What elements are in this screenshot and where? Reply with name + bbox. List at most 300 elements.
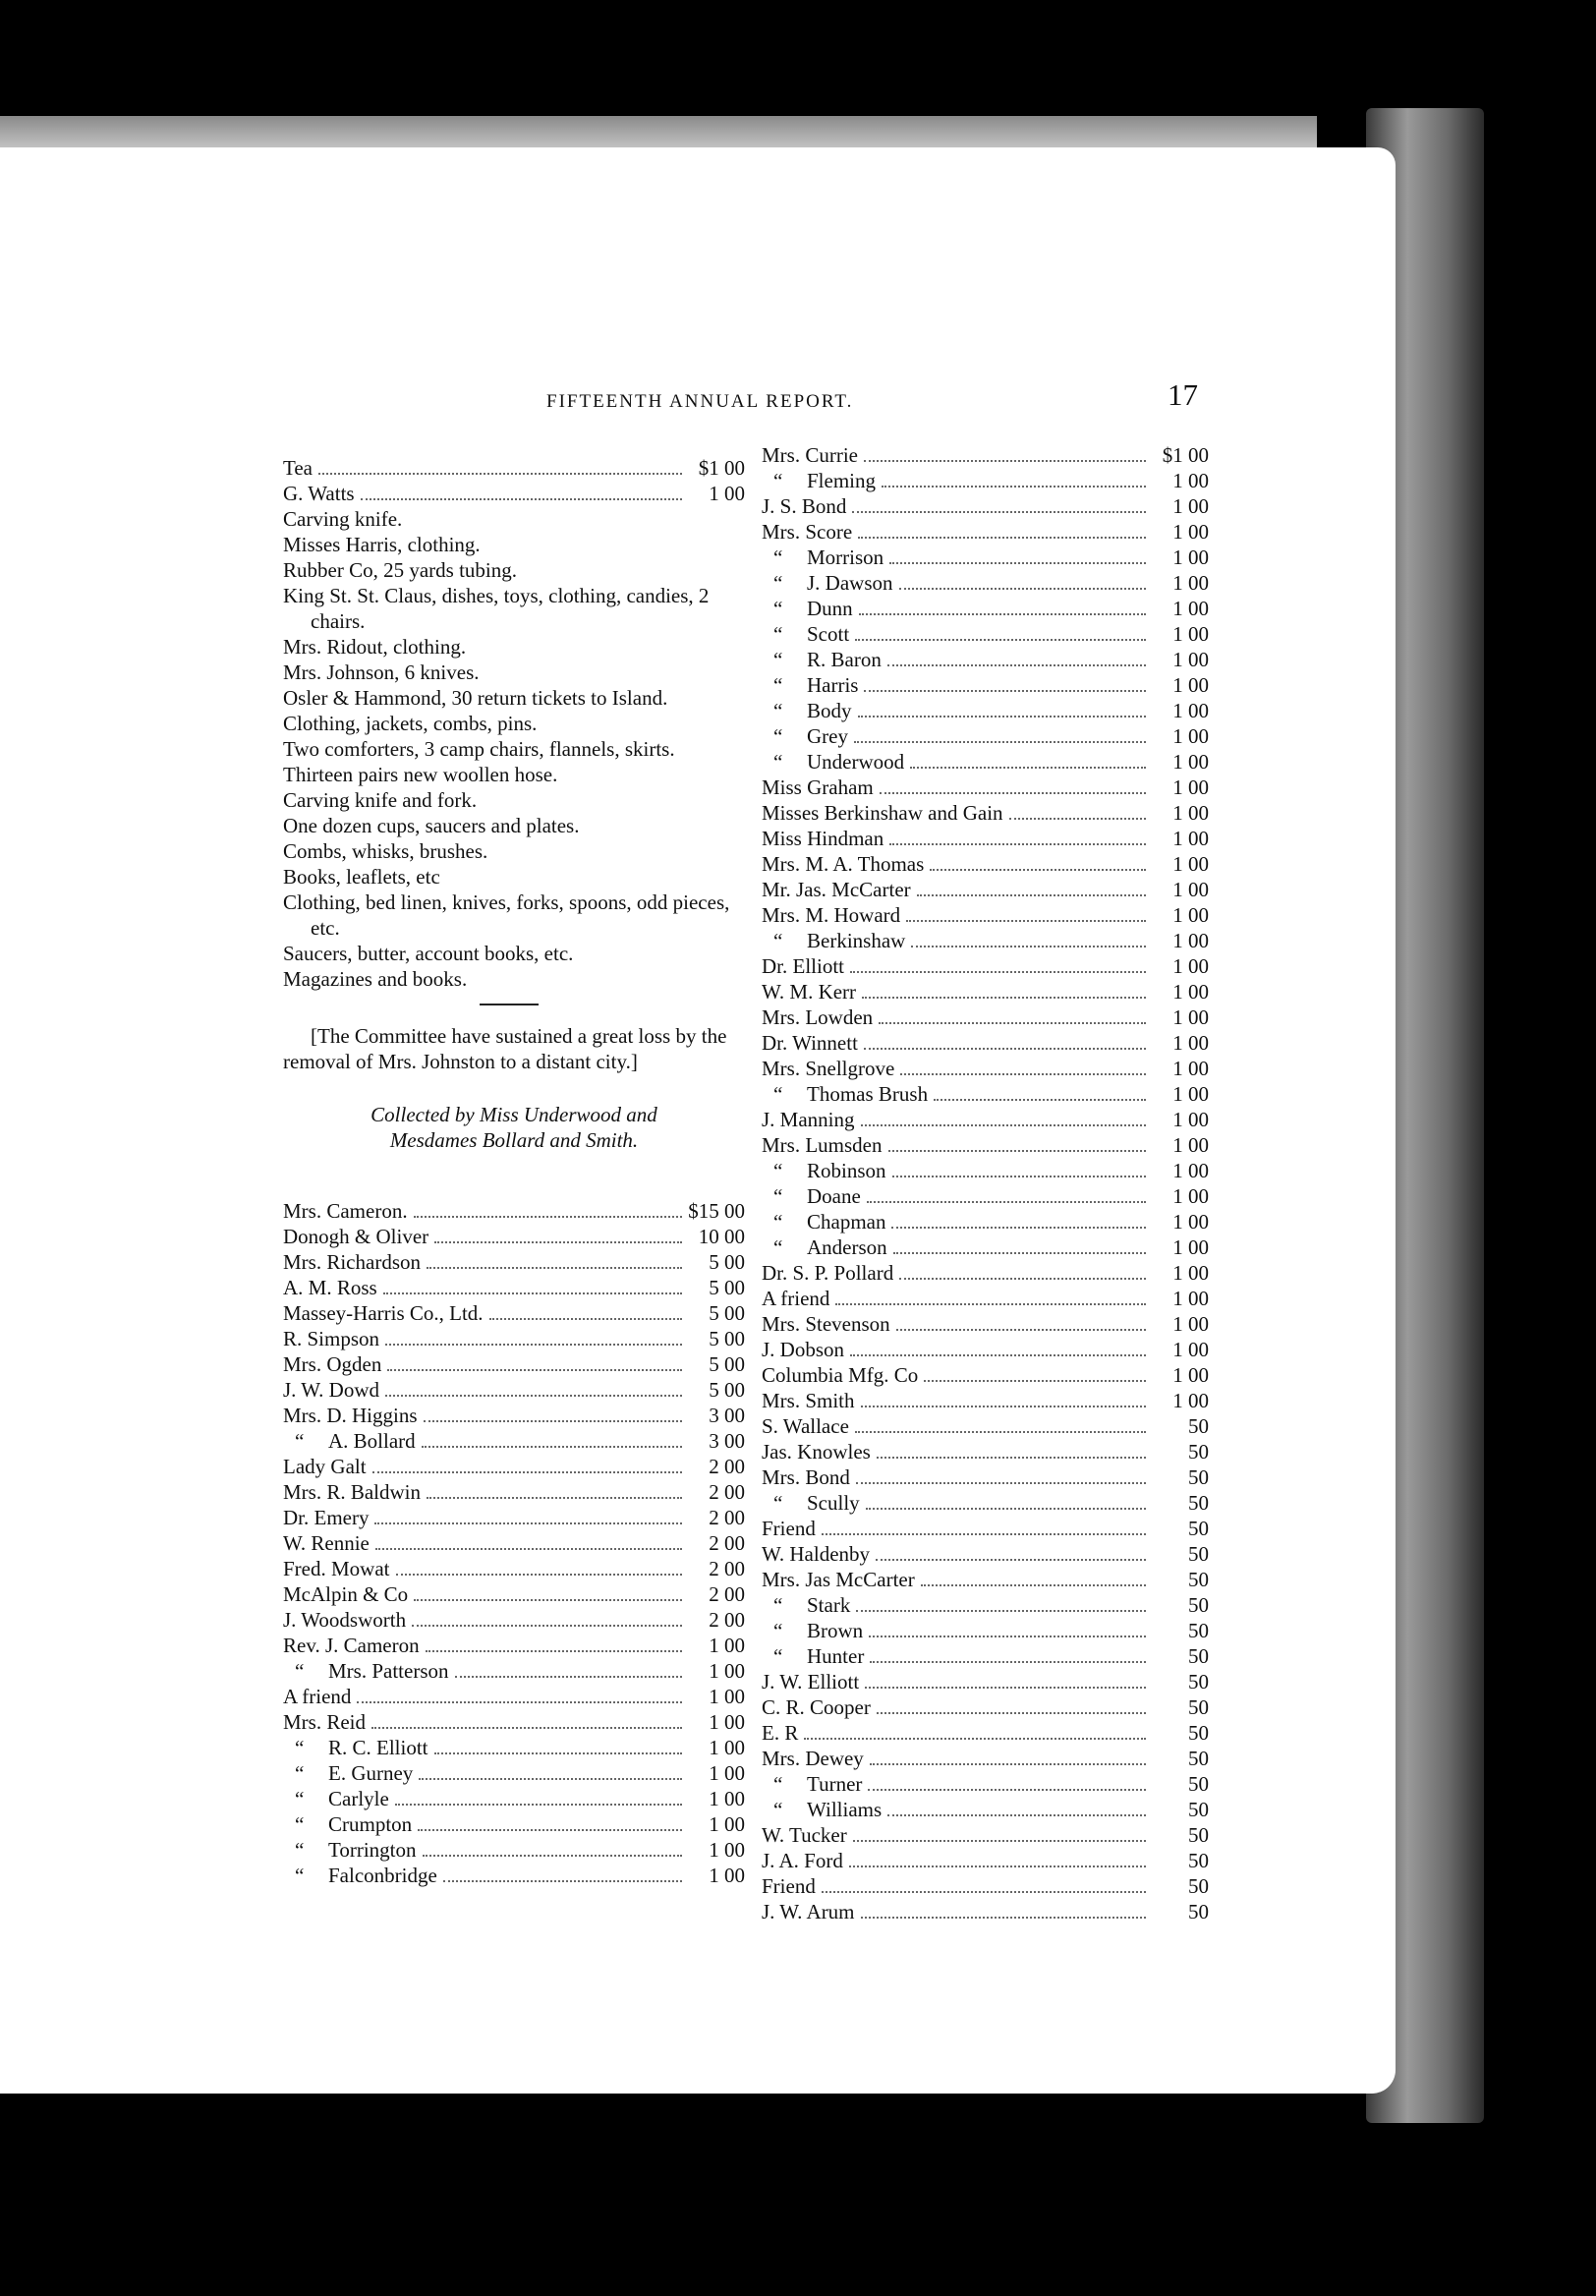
donor-name-text: Grey [807, 724, 848, 748]
ditto-mark: “ [773, 648, 783, 671]
donor-name [762, 1822, 847, 1848]
leader-dots [882, 486, 1146, 488]
ditto-mark: “ [295, 1761, 305, 1785]
donation-amount: 50 [1188, 1440, 1209, 1464]
donor-name-text: Mrs. M. Howard [762, 903, 901, 927]
donation-amount: 1 00 [1172, 775, 1209, 799]
leader-dots [443, 1880, 682, 1882]
donation-amount: 1 00 [1172, 648, 1209, 671]
donation-amount: 50 [1188, 1721, 1209, 1745]
donation-row [762, 647, 1209, 672]
donor-name [762, 493, 846, 519]
gift-item: Thirteen pairs new woollen hose. [283, 763, 558, 786]
donor-name [283, 1684, 351, 1709]
donation-row [283, 1351, 745, 1377]
donation-row [762, 1567, 1209, 1592]
donor-name-text: R. Simpson [283, 1327, 380, 1350]
leader-dots [855, 639, 1146, 641]
donor-name [762, 1694, 871, 1720]
donation-row [762, 1388, 1209, 1413]
donation-amount: 1 00 [1172, 954, 1209, 978]
donation-row [283, 1454, 745, 1479]
donor-name [283, 1530, 370, 1556]
donor-name [283, 1760, 413, 1786]
donation-amount: 1 00 [1172, 597, 1209, 620]
donation-amount: 50 [1188, 1465, 1209, 1489]
donor-name-text: Mrs. Reid [283, 1710, 366, 1734]
leader-dots [862, 997, 1146, 999]
donations-top [283, 455, 745, 506]
donation-amount: 1 00 [709, 1685, 745, 1708]
donor-name [762, 1311, 890, 1337]
donation-row [283, 1403, 745, 1428]
donor-name [283, 455, 313, 481]
leader-dots [887, 664, 1146, 666]
donor-name-text: Mrs. Snellgrove [762, 1057, 895, 1080]
donor-name-text: Body [807, 699, 852, 722]
leader-dots [1009, 818, 1146, 820]
donation-amount: 1 00 [1172, 1338, 1209, 1361]
donation-row [283, 1530, 745, 1556]
donor-name-text: Berkinshaw [807, 929, 906, 952]
donor-name [283, 1658, 449, 1684]
donation-amount: 1 00 [1172, 852, 1209, 876]
leader-dots [889, 843, 1146, 845]
donor-name-text: C. R. Cooper [762, 1695, 871, 1719]
leader-dots [387, 1369, 682, 1371]
donation-amount: 1 00 [1172, 520, 1209, 544]
donation-amount: 2 00 [709, 1480, 745, 1504]
donation-amount: 2 00 [709, 1557, 745, 1580]
donor-name [283, 1633, 420, 1658]
leader-dots [877, 1457, 1146, 1459]
donor-name [283, 1224, 428, 1249]
donor-name-text: Harris [807, 673, 859, 697]
donor-name-text: S. Wallace [762, 1414, 849, 1438]
leader-dots [911, 946, 1146, 947]
leader-dots [893, 1252, 1146, 1254]
donor-name-text: Miss Graham [762, 775, 874, 799]
donor-name-text: W. Haldenby [762, 1542, 871, 1566]
leader-dots [385, 1395, 682, 1397]
gift-item: Books, leaflets, etc [283, 865, 440, 889]
donor-name [762, 1030, 858, 1056]
donor-name-text: Mrs. Dewey [762, 1747, 864, 1770]
ditto-mark: “ [773, 1235, 783, 1259]
leader-dots [861, 1917, 1146, 1919]
ditto-mark: “ [295, 1787, 305, 1810]
donation-row [762, 1286, 1209, 1311]
donation-amount: 1 00 [1172, 1261, 1209, 1285]
donor-name [762, 953, 844, 979]
donation-amount: 50 [1188, 1695, 1209, 1719]
gift-item: Carving knife. [283, 507, 403, 531]
donation-amount: 1 00 [1172, 929, 1209, 952]
donor-name-text: Fleming [807, 469, 877, 492]
donation-row [283, 1198, 745, 1224]
leader-dots [867, 1201, 1146, 1203]
gifts-list [283, 506, 745, 992]
collected-heading [283, 1102, 745, 1153]
donation-amount: 1 00 [709, 1787, 745, 1810]
donation-amount: 1 00 [709, 482, 745, 505]
leader-dots [866, 1508, 1146, 1510]
donation-amount: 1 00 [1172, 878, 1209, 901]
donor-name-text: Mr. Jas. McCarter [762, 878, 911, 901]
donor-name-text: Friend [762, 1517, 816, 1540]
donation-amount: 1 00 [1172, 1210, 1209, 1234]
donation-row [283, 1249, 745, 1275]
donor-name-text: Friend [762, 1874, 816, 1898]
donation-row [283, 1863, 745, 1888]
donation-amount: 1 00 [1172, 1184, 1209, 1208]
leader-dots [371, 1727, 682, 1729]
donation-row [762, 1183, 1209, 1209]
donor-name [762, 1618, 863, 1643]
donation-amount: 1 00 [1172, 1235, 1209, 1259]
donation-row [762, 596, 1209, 621]
ditto-mark: “ [295, 1864, 305, 1887]
donation-row [283, 1224, 745, 1249]
ditto-mark: “ [773, 724, 783, 748]
donation-row [762, 1004, 1209, 1030]
donor-name-text: Falconbridge [328, 1864, 437, 1887]
donor-name [762, 468, 876, 493]
leader-dots [419, 1778, 682, 1780]
ditto-mark: “ [773, 1184, 783, 1208]
donation-amount: 1 00 [1172, 1287, 1209, 1310]
donation-amount: 1 00 [1172, 571, 1209, 595]
donation-row [283, 1326, 745, 1351]
donation-amount: 1 00 [709, 1736, 745, 1759]
donor-name [283, 1249, 421, 1275]
donation-row [762, 1771, 1209, 1797]
leader-dots [489, 1318, 682, 1320]
leader-dots [870, 1763, 1146, 1765]
donor-name-text: Massey-Harris Co., Ltd. [283, 1301, 484, 1325]
donation-row [762, 1030, 1209, 1056]
donation-row [762, 1643, 1209, 1669]
donor-name-text: Stark [807, 1593, 851, 1617]
gift-item: King St. St. Claus, dishes, toys, clothing, candies, 2 chairs. [283, 584, 710, 633]
leader-dots [849, 1866, 1146, 1867]
ditto-mark: “ [773, 1619, 783, 1642]
donation-row [283, 1786, 745, 1811]
collected-heading-line-1: Collected by Miss Underwood and [370, 1103, 657, 1126]
leader-dots [859, 613, 1146, 615]
donor-name [762, 1439, 871, 1464]
donation-amount: 1 00 [1172, 699, 1209, 722]
donor-name-text: Doane [807, 1184, 861, 1208]
donation-row [762, 1260, 1209, 1286]
donor-name [762, 545, 884, 570]
donor-name [762, 621, 849, 647]
leader-dots [877, 1712, 1146, 1714]
donation-row [762, 1541, 1209, 1567]
gift-item: Carving knife and fork. [283, 788, 478, 812]
donor-name-text: McAlpin & Co [283, 1582, 409, 1606]
donation-amount: $1 00 [1162, 443, 1209, 467]
leader-dots [822, 1533, 1146, 1535]
leader-dots [858, 716, 1146, 718]
donation-amount: 1 00 [1172, 545, 1209, 569]
donor-name-text: Mrs. Lowden [762, 1005, 874, 1029]
donation-amount: 1 00 [1172, 980, 1209, 1004]
leader-dots [899, 1278, 1146, 1280]
donor-name [283, 1581, 408, 1607]
donor-name-text: J. S. Bond [762, 494, 847, 518]
leader-dots [865, 1687, 1146, 1689]
donation-row [762, 468, 1209, 493]
gift-item: Two comforters, 3 camp chairs, flannels, skirts. [283, 737, 675, 761]
donation-row [762, 621, 1209, 647]
donor-name [283, 1351, 381, 1377]
donation-amount: 1 00 [709, 1761, 745, 1785]
donation-amount: 1 00 [709, 1710, 745, 1734]
donation-row [762, 1797, 1209, 1822]
donation-row [762, 800, 1209, 826]
donor-name-text: E. Gurney [328, 1761, 414, 1785]
donor-name [283, 1607, 406, 1633]
donation-row [762, 1413, 1209, 1439]
donor-name [283, 1275, 377, 1300]
donation-row [762, 723, 1209, 749]
page-number: 17 [1168, 377, 1198, 412]
donation-amount: 2 00 [709, 1582, 745, 1606]
leader-dots [318, 473, 682, 475]
donation-row [762, 851, 1209, 877]
donor-name [762, 1056, 894, 1081]
donation-row [283, 455, 745, 481]
donor-name-text: Turner [807, 1772, 863, 1796]
donor-name [762, 1567, 915, 1592]
donor-name [762, 1771, 862, 1797]
donation-row [283, 1658, 745, 1684]
donor-name [762, 1720, 798, 1746]
leader-dots [375, 1548, 682, 1550]
donation-row [762, 1694, 1209, 1720]
donation-row [762, 1081, 1209, 1107]
donor-name [762, 1158, 886, 1183]
donation-row [762, 570, 1209, 596]
donor-name-text: Chapman [807, 1210, 886, 1234]
leader-dots [864, 690, 1146, 692]
donor-name-text: Underwood [807, 750, 905, 774]
donation-amount: 1 00 [1172, 750, 1209, 774]
leader-dots [835, 1303, 1146, 1305]
donor-name-text: J. Manning [762, 1108, 855, 1131]
donation-amount: 5 00 [709, 1327, 745, 1350]
donation-amount: 1 00 [1172, 673, 1209, 697]
donor-name [762, 826, 884, 851]
donation-amount: 50 [1188, 1747, 1209, 1770]
leader-dots [414, 1599, 682, 1601]
donation-row [283, 1709, 745, 1735]
leader-dots [858, 537, 1146, 539]
gift-item: One dozen cups, saucers and plates. [283, 814, 580, 837]
donation-amount: 50 [1188, 1517, 1209, 1540]
donor-name [762, 672, 858, 698]
donor-name-text: Scott [807, 622, 850, 646]
leader-dots [855, 1431, 1146, 1433]
gift-item: Combs, whisks, brushes. [283, 839, 488, 863]
donor-name-text: J. W. Dowd [283, 1378, 380, 1402]
donor-name [762, 1362, 918, 1388]
donation-row [283, 1428, 745, 1454]
leader-dots [852, 511, 1146, 513]
donor-name-text: Mrs. Richardson [283, 1250, 421, 1274]
donation-row [283, 1505, 745, 1530]
donor-name [762, 596, 853, 621]
gift-item: Misses Harris, clothing. [283, 533, 481, 556]
donor-name [283, 1735, 428, 1760]
donation-row [762, 672, 1209, 698]
ditto-mark: “ [295, 1659, 305, 1683]
leader-dots [910, 767, 1146, 769]
donor-name-text: R. Baron [807, 648, 882, 671]
donor-name [762, 979, 856, 1004]
leader-dots [423, 1855, 682, 1857]
leader-dots [374, 1522, 682, 1524]
donation-amount: 50 [1188, 1414, 1209, 1438]
donor-name [762, 1107, 855, 1132]
donation-row [762, 519, 1209, 545]
donation-row [762, 1618, 1209, 1643]
leader-dots [879, 1022, 1146, 1024]
donor-name [762, 723, 848, 749]
donation-row [762, 1337, 1209, 1362]
ditto-mark: “ [295, 1838, 305, 1862]
donation-amount: 50 [1188, 1798, 1209, 1821]
donor-name [762, 1209, 885, 1234]
donor-name-text: Mrs. Score [762, 520, 853, 544]
donor-name [283, 1863, 437, 1888]
donation-amount: 1 00 [1172, 1389, 1209, 1412]
donor-name [762, 1183, 861, 1209]
donation-amount: 1 00 [709, 1864, 745, 1887]
donation-amount: 5 00 [709, 1378, 745, 1402]
donation-amount: $15 00 [688, 1199, 745, 1223]
donor-name [762, 1669, 859, 1694]
donor-name [283, 1326, 379, 1351]
donor-name [762, 1337, 844, 1362]
donation-row [762, 826, 1209, 851]
donor-name-text: A. Bollard [328, 1429, 416, 1453]
donor-name-text: J. W. Elliott [762, 1670, 860, 1693]
leader-dots [870, 1661, 1146, 1663]
leader-dots [418, 1829, 682, 1831]
gift-item: Rubber Co, 25 yards tubing. [283, 558, 517, 582]
donor-name [762, 1848, 843, 1873]
donor-name-text: Mrs. Stevenson [762, 1312, 890, 1336]
donor-name-text: Dr. S. P. Pollard [762, 1261, 894, 1285]
donation-amount: 50 [1188, 1849, 1209, 1872]
donor-name [283, 1709, 366, 1735]
leader-dots [906, 920, 1146, 922]
donation-row [762, 1107, 1209, 1132]
gift-item: Osler & Hammond, 30 return tickets to Island. [283, 686, 668, 710]
donation-row [283, 1275, 745, 1300]
donation-amount: 2 00 [709, 1608, 745, 1632]
donation-amount: 1 00 [709, 1838, 745, 1862]
donation-amount: 1 00 [1172, 1005, 1209, 1029]
donation-amount: 1 00 [1172, 724, 1209, 748]
donor-name [283, 1377, 379, 1403]
donor-name-text: Mrs. Currie [762, 443, 858, 467]
donor-name-text: Misses Berkinshaw and Gain [762, 801, 1003, 825]
donor-name [762, 1081, 928, 1107]
donation-amount: 50 [1188, 1900, 1209, 1923]
donor-name-text: Rev. J. Cameron [283, 1634, 420, 1657]
donation-row [762, 545, 1209, 570]
donor-name-text: Columbia Mfg. Co [762, 1363, 919, 1387]
donation-row [283, 1300, 745, 1326]
donor-name [283, 1811, 412, 1837]
donor-name-text: Mrs. Lumsden [762, 1133, 883, 1157]
ditto-mark: “ [773, 469, 783, 492]
leader-dots [455, 1676, 683, 1678]
gift-item: Clothing, bed linen, knives, forks, spoons, odd pieces, etc. [283, 890, 730, 940]
donation-row [762, 1720, 1209, 1746]
donation-amount: 1 00 [1172, 1312, 1209, 1336]
donor-name [762, 1797, 882, 1822]
donation-amount: 50 [1188, 1670, 1209, 1693]
donor-name [762, 851, 924, 877]
donor-name [762, 1004, 873, 1030]
ditto-mark: “ [295, 1429, 305, 1453]
donation-amount: 1 00 [1172, 1159, 1209, 1182]
donation-row [762, 902, 1209, 928]
leader-dots [876, 1559, 1146, 1561]
leader-dots [899, 588, 1147, 590]
donation-row [762, 1056, 1209, 1081]
donation-amount: 1 00 [1172, 622, 1209, 646]
ditto-mark: “ [295, 1736, 305, 1759]
donor-name [283, 1837, 417, 1863]
donor-name [762, 1260, 893, 1286]
donation-amount: 1 00 [1172, 903, 1209, 927]
donation-amount: 10 00 [698, 1225, 745, 1248]
donation-row [762, 1234, 1209, 1260]
donor-name-text: J. Woodsworth [283, 1608, 407, 1632]
donor-name [762, 1873, 816, 1899]
collected-list [283, 1198, 745, 1888]
donation-amount: 2 00 [709, 1531, 745, 1555]
leader-dots [917, 894, 1146, 896]
donor-name-text: J. W. Arum [762, 1900, 855, 1923]
donation-row [283, 1684, 745, 1709]
donation-row [283, 481, 745, 506]
leader-dots [864, 1048, 1146, 1050]
donation-amount: 1 00 [709, 1634, 745, 1657]
leader-dots [383, 1292, 682, 1294]
donor-name [762, 442, 858, 468]
donor-name [762, 1490, 860, 1516]
donation-amount: 50 [1188, 1823, 1209, 1847]
donor-name-text: Mrs. D. Higgins [283, 1404, 418, 1427]
donation-row [762, 1746, 1209, 1771]
leader-dots [422, 1446, 682, 1448]
running-head: FIFTEENTH ANNUAL REPORT. [546, 391, 854, 412]
ditto-mark: “ [773, 929, 783, 952]
gift-item: Mrs. Johnson, 6 knives. [283, 660, 480, 684]
donor-name [762, 902, 900, 928]
donation-row [762, 877, 1209, 902]
donation-amount: 3 00 [709, 1404, 745, 1427]
donor-name [283, 1300, 484, 1326]
donation-row [762, 1158, 1209, 1183]
donor-name-text: G. Watts [283, 482, 355, 505]
